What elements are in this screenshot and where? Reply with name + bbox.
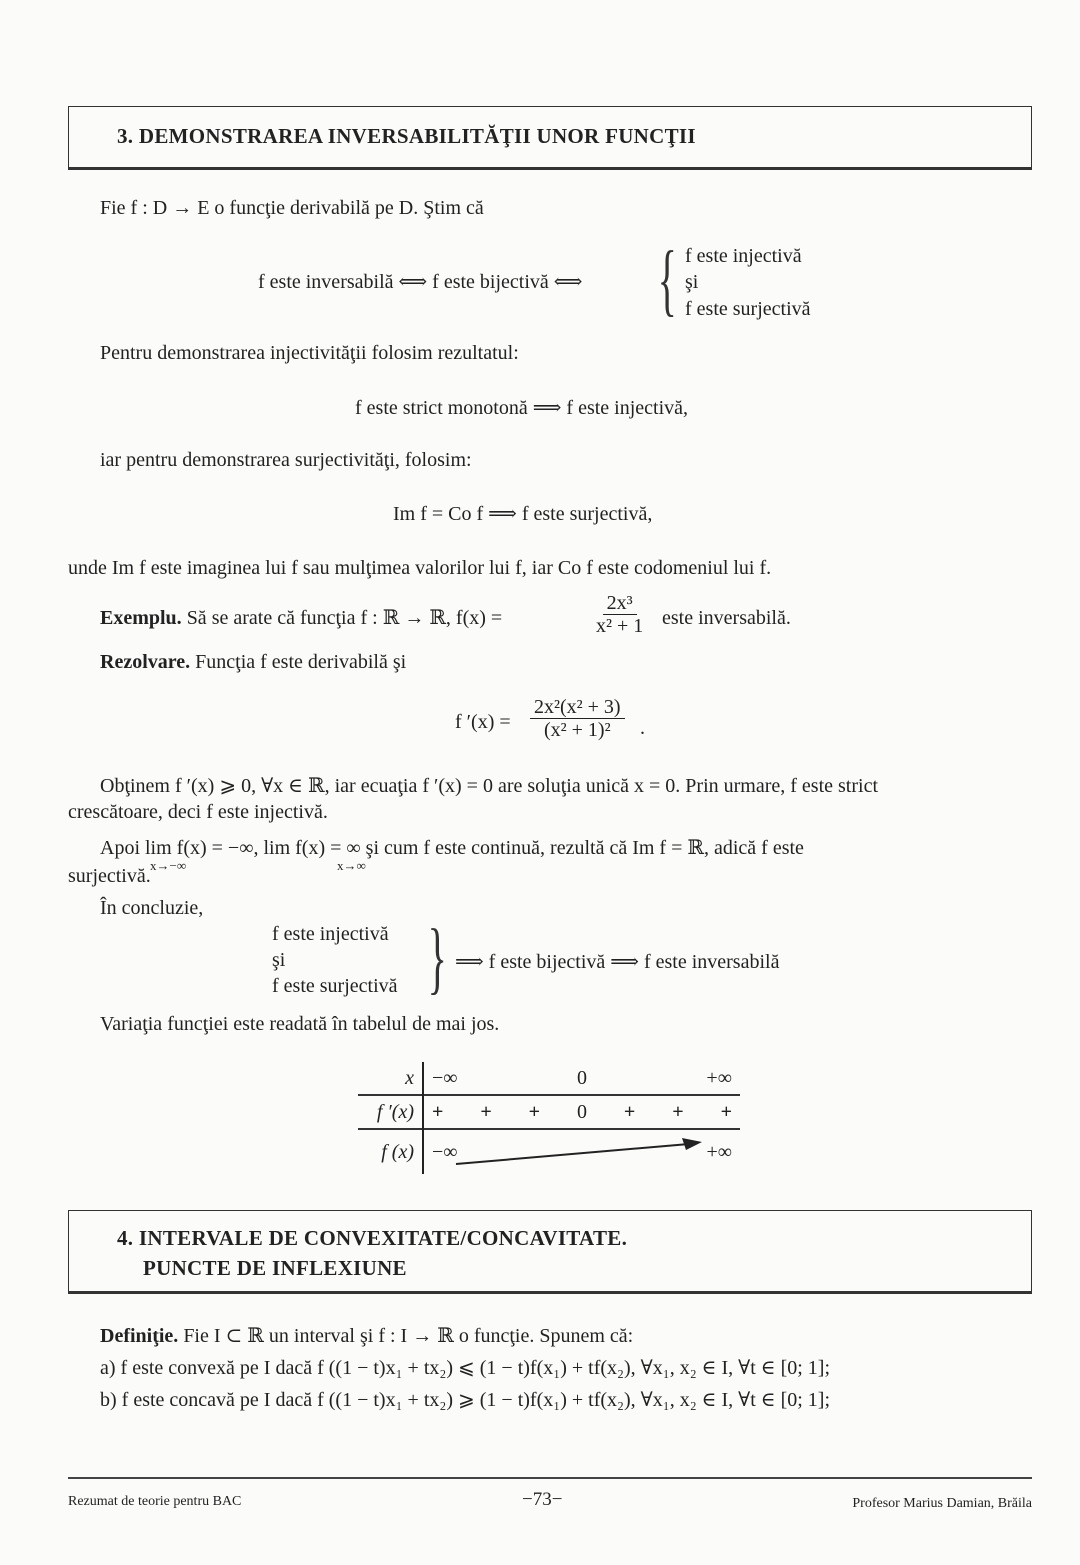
table-cell: −∞ [432,1140,458,1163]
table-cell: +∞ [706,1140,732,1163]
injectivity-result: f este strict monotonă ⟹ f este injectivă, [355,397,689,419]
limit-subscript-2: x→∞ [337,858,366,873]
equivalence-left: f este inversabilă ⟺ f este bijectivă ⟺ [258,271,583,293]
intro-text: Fie f : D → E o funcţie derivabilă pe D. Ştim că [100,197,484,219]
section-4-title-line-1: 4. INTERVALE DE CONVEXITATE/CONCAVITATE. [117,1226,628,1250]
solution-line [100,650,406,674]
example-denominator: x² + 1 [596,615,644,637]
solution-text: Funcţia f este derivabilă şi [195,651,407,673]
example-fraction [596,592,643,637]
page-number: −73− [522,1489,563,1510]
derivative-fraction [530,696,625,741]
definition-item-a: a) f este convexă pe I dacă f ((1 − t)x₁ + tx₂) ⩽ (1 − t)f(x₁) + tf(x₂), ∀x₁, x₂ ∈ I, ∀t ∈ [0; 1]; [100,1357,831,1379]
table-cell: + [623,1100,636,1123]
conclusion-left-3: f este surjectivă [272,975,398,997]
table-row-derivative [358,1095,740,1129]
table-cell: + [672,1100,684,1123]
conclusion-right: ⟹ f este bijectivă ⟹ f este inversabilă [455,951,780,973]
variation-table [358,1062,740,1174]
table-row-x [358,1062,740,1095]
obtain-line-2: crescătoare, deci f este injectivă. [68,801,328,823]
definition-label: Definiţie. [100,1325,179,1347]
example-end: este inversabilă. [662,607,791,629]
table-cell: −∞ [432,1066,458,1089]
row-label: x [358,1062,423,1095]
footer-left: Rezumat de teorie pentru BAC [68,1494,242,1509]
section-4-title-line-2: PUNCTE DE INFLEXIUNE [143,1256,407,1280]
equivalence-right-1: f este injectivă [685,245,802,267]
footer-divider [68,1477,1032,1479]
example-line [100,606,502,630]
table-cell: + [720,1100,732,1123]
definition-item-b: b) f este concavă pe I dacă f ((1 − t)x₁ + tx₂) ⩾ (1 − t)f(x₁) + tf(x₂), ∀x₁, x₂ ∈ I, ∀t ∈ [0; 1]; [100,1389,831,1411]
left-brace-icon: { [657,236,677,324]
injectivity-intro: Pentru demonstrarea injectivităţii folosim rezultatul: [100,342,519,364]
derivative-numerator: 2x²(x² + 3) [530,696,625,719]
surjectivity-intro: iar pentru demonstrarea surjectivităţi, folosim: [100,449,472,471]
limits-line-2: surjectivă. [68,865,151,887]
equivalence-right-2: şi [685,271,699,293]
table-row-function [358,1129,740,1174]
example-label: Exemplu. [100,607,182,629]
derivative-denominator: (x² + 1)² [544,719,611,741]
conclusion-left-2: şi [272,949,286,971]
table-intro: Variaţia funcţiei este readată în tabelul de mai jos. [100,1013,500,1035]
row-label: f ′(x) [358,1095,423,1129]
equivalence-right-3: f este surjectivă [685,298,811,320]
table-cell: 0 [576,1100,587,1123]
solution-label: Rezolvare. [100,651,191,673]
limits-line-1: Apoi lim f(x) = −∞, lim f(x) = ∞ şi cum f este continuă, rezultă că Im f = ℝ, adică f este [100,837,804,859]
example-numerator: 2x³ [603,592,637,615]
section-4-title-box [68,1210,1032,1294]
table-cell: + [480,1100,492,1123]
table-cell: + [528,1100,541,1123]
increasing-arrow-icon [454,1134,704,1168]
definition-line [100,1324,633,1348]
table-cell: 0 [576,1066,587,1089]
derivative-end: . [640,717,645,739]
right-brace-icon: } [427,914,447,1002]
surjectivity-note: unde Im f este imaginea lui f sau mulţimea valorilor lui f, iar Co f este codomeniul lui f. [68,557,772,579]
definition-text: Fie I ⊂ ℝ un interval şi f : I → ℝ o funcţie. Spunem că: [183,1325,634,1347]
obtain-line-1: Obţinem f ′(x) ⩾ 0, ∀x ∈ ℝ, iar ecuaţia f ′(x) = 0 are soluţia unică x = 0. Prin urmare, f este strict [100,775,878,797]
section-3-title: 3. DEMONSTRAREA INVERSABILITĂŢII UNOR FUNCŢII [117,124,696,148]
surjectivity-result: Im f = Co f ⟹ f este surjectivă, [393,503,653,525]
example-text: Să se arate că funcţia f : ℝ → ℝ, f(x) = [186,607,503,629]
limit-subscript-1: x→−∞ [150,858,187,873]
derivative-lhs: f ′(x) = [455,711,511,733]
conclusion-intro: În concluzie, [100,897,204,919]
table-cell: + [432,1100,444,1123]
footer-right: Profesor Marius Damian, Brăila [852,1496,1032,1511]
conclusion-left-1: f este injectivă [272,923,389,945]
row-label: f (x) [358,1129,423,1174]
table-cell: +∞ [706,1066,732,1089]
